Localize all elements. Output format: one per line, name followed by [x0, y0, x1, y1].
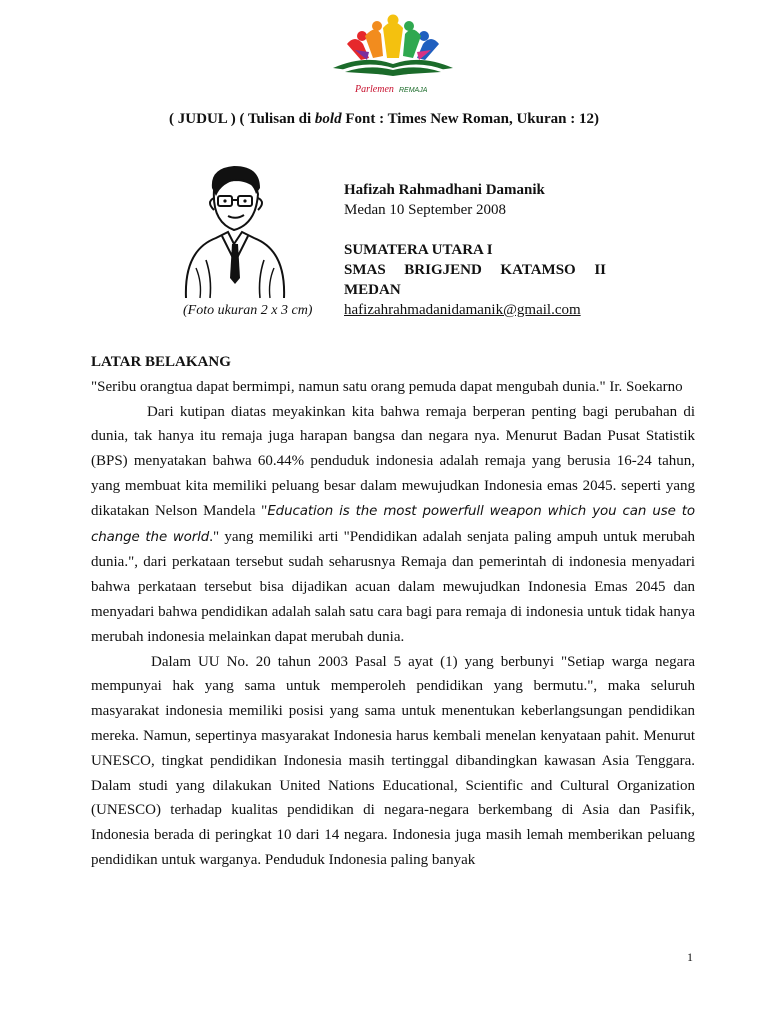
parlemen-remaja-logo — [325, 14, 461, 100]
student-photo — [176, 160, 294, 300]
paragraph-1 — [91, 400, 695, 650]
essay-body — [91, 350, 695, 873]
svg-text:Parlemen: Parlemen — [355, 84, 394, 95]
paragraph-2: Dalam UU No. 20 tahun 2003 Pasal 5 ayat (1) yang berbunyi "Setiap warga negara mempunyai hak yang sama untuk memperoleh pendidikan yang bermutu.", maka seluruh masyarakat indonesia memiliki posisi yang sama untuk menentukan keberlangsungan pendidikan mereka. Namun, sepertinya masyarakat Indonesia harus kembali menelan kenyataan pahit. Menurut UNESCO, tingkat pendidikan Indonesia masih tertinggal dibandingkan kawasan Asia Tenggara. Dalam studi yang dilakukan United Nations Educational, Scientific and Cultural Organization (UNESCO) terhadap kualitas pendidikan di negara-negara berkembang di Asia dan Pasifik, Indonesia berada di peringkat 10 dari 14 negara. Indonesia juga masih lemah memberikan peluang pendidikan untuk warganya. Penduduk Indonesia paling banyak — [91, 653, 695, 868]
svg-text:REMAJA: REMAJA — [399, 87, 428, 94]
title-part-bold-word: bold — [314, 111, 342, 127]
title-part-1: ( JUDUL ) ( Tulisan di — [169, 111, 315, 127]
photo-caption: (Foto ukuran 2 x 3 cm) — [183, 303, 313, 318]
page-number: 1 — [687, 950, 693, 964]
author-email: hafizahrahmadanidamanik@gmail.com — [344, 302, 581, 318]
paragraph-1-part-b: ." yang memiliki arti "Pendidikan adalah senjata paling ampuh untuk merubah dunia.", dari perkataan tersebut sudah seharusnya Remaja dan pemerintah di indonesia menyadari bahwa perkataan tersebut bisa dijadikan acuan dalam mewujudkan Indonesia Emas 2045 dan menyadari bahwa pendidikan adalah salah satu cara bagi para remaja di indonesia untuk tidak hanya merubah indonesia melainkan dapat merubah dunia. — [91, 528, 696, 645]
info-spacer — [344, 220, 606, 240]
author-school: SMAS BRIGJEND KATAMSO II MEDAN — [344, 262, 606, 298]
author-info — [344, 180, 606, 320]
paragraph-1-part-a: Dari kutipan diatas meyakinkan kita bahwa remaja berperan penting bagi perubahan di dunia, tak hanya itu remaja juga harapan bangsa dan negara nya. Menurut Badan Pusat Statistik (BPS) menyatakan bahwa 60.44% penduduk indonesia adalah remaja yang berusia 16-24 tahun, yang membuat kita memiliki peluang besar dalam mewujudkan Indonesia emas 2045. seperti yang dikatakan Nelson Mandela " — [91, 403, 695, 519]
mandela-quote: Education is the most powerfull weapon which you can use to change the world — [91, 503, 696, 545]
author-birth: Medan 10 September 2008 — [344, 202, 507, 218]
logo-graphic — [325, 14, 461, 100]
document-title — [0, 111, 768, 128]
title-part-2: Font : Times New Roman, Ukuran : 12) — [341, 111, 599, 127]
author-name: Hafizah Rahmadhani Damanik — [344, 182, 545, 198]
opening-quote: "Seribu orangtua dapat bermimpi, namun satu orang pemuda dapat mengubah dunia." Ir. Soekarno — [91, 378, 683, 395]
section-heading: LATAR BELAKANG — [91, 354, 231, 370]
student-cartoon-icon — [176, 160, 294, 300]
author-province: SUMATERA UTARA I — [344, 242, 493, 258]
